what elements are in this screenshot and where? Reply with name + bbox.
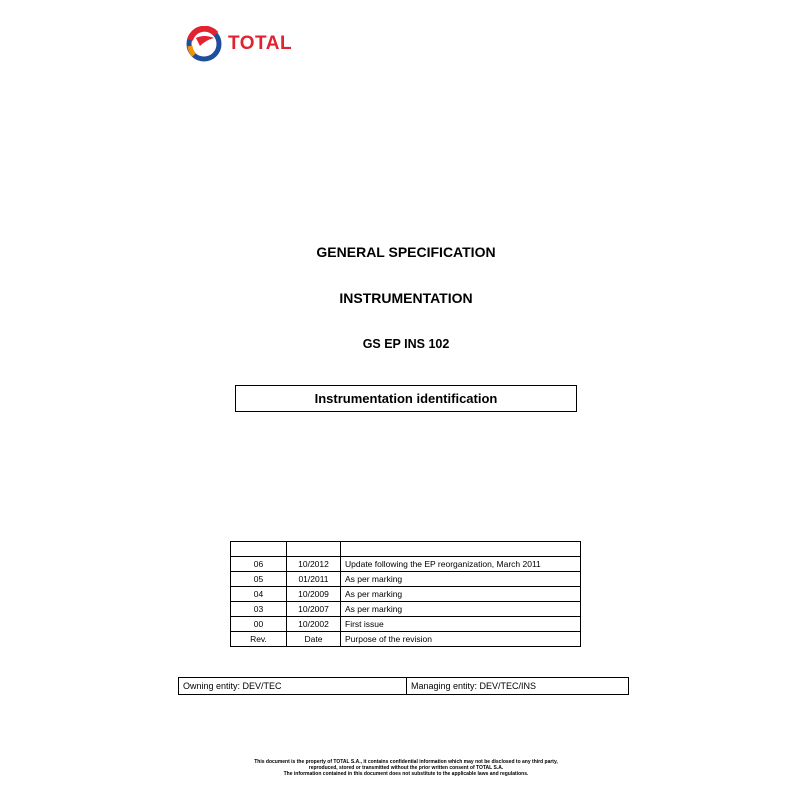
footer-line: The information contained in this document does not substitute to the applicable laws and regulations. bbox=[283, 771, 529, 777]
purpose-cell: As per marking bbox=[341, 602, 581, 617]
purpose-cell: As per marking bbox=[341, 572, 581, 587]
rev-cell: 04 bbox=[231, 587, 287, 602]
table-row-empty bbox=[231, 542, 581, 557]
table-header-row bbox=[231, 632, 581, 647]
rev-header: Rev. bbox=[231, 632, 287, 647]
date-cell: 10/2002 bbox=[287, 617, 341, 632]
entity-table bbox=[178, 677, 629, 695]
table-row bbox=[231, 572, 581, 587]
confidentiality-footer bbox=[0, 759, 800, 777]
date-cell: 10/2007 bbox=[287, 602, 341, 617]
purpose-header: Purpose of the revision bbox=[341, 632, 581, 647]
purpose-cell: First issue bbox=[341, 617, 581, 632]
domain-title: INSTRUMENTATION bbox=[339, 290, 473, 306]
table-row bbox=[231, 557, 581, 572]
date-cell: 10/2009 bbox=[287, 587, 341, 602]
document-type-title: GENERAL SPECIFICATION bbox=[316, 244, 496, 260]
logo-text: TOTAL bbox=[228, 33, 293, 54]
purpose-cell: Update following the EP reorganization, March 2011 bbox=[341, 557, 581, 572]
total-logo bbox=[186, 26, 292, 62]
date-cell: 01/2011 bbox=[287, 572, 341, 587]
total-logo-icon bbox=[186, 26, 222, 62]
table-row bbox=[179, 678, 629, 695]
date-header: Date bbox=[287, 632, 341, 647]
subject-title: Instrumentation identification bbox=[314, 391, 498, 406]
rev-cell: 00 bbox=[231, 617, 287, 632]
rev-cell: 06 bbox=[231, 557, 287, 572]
rev-cell: 05 bbox=[231, 572, 287, 587]
rev-cell: 03 bbox=[231, 602, 287, 617]
date-cell: 10/2012 bbox=[287, 557, 341, 572]
footer-line: This document is the property of TOTAL S.A., it contains confidential information which may not be disclosed to any third party, bbox=[254, 759, 558, 765]
footer-line: reproduced, stored or transmitted without the prior written consent of TOTAL S.A. bbox=[308, 765, 504, 771]
managing-entity: Managing entity: DEV/TEC/INS bbox=[407, 678, 629, 695]
owning-entity: Owning entity: DEV/TEC bbox=[179, 678, 407, 695]
table-cell bbox=[231, 542, 287, 557]
table-row bbox=[231, 617, 581, 632]
document-code: GS EP INS 102 bbox=[362, 337, 450, 351]
purpose-cell: As per marking bbox=[341, 587, 581, 602]
subject-box bbox=[235, 385, 577, 412]
revision-table bbox=[230, 541, 581, 647]
table-row bbox=[231, 602, 581, 617]
table-row bbox=[231, 587, 581, 602]
table-cell bbox=[287, 542, 341, 557]
table-cell bbox=[341, 542, 581, 557]
